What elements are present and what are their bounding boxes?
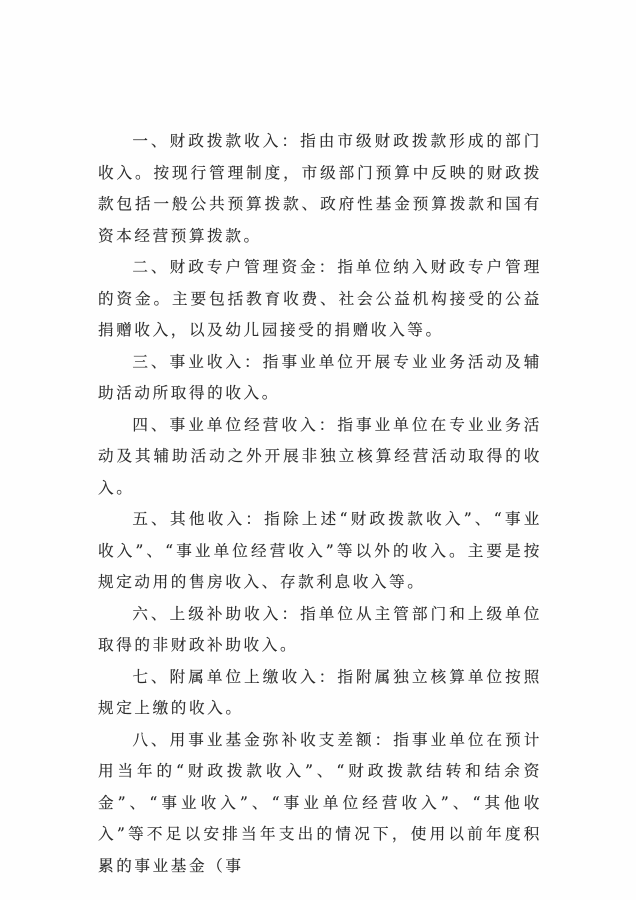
paragraph-business-fund-offset: 八、用事业基金弥补收支差额：指事业单位在预计用当年的“财政拨款收入”、“财政拨款结转和结余资金”、“事业收入”、“事业单位经营收入”、“其他收入”等不足以安排当年支出的情况下，使用以前年度积累的事业基金（事: [98, 730, 542, 875]
document-body: [98, 126, 542, 882]
paragraph-superior-subsidy-income: 六、上级补助收入：指单位从主管部门和上级单位取得的非财政补助收入。: [98, 604, 542, 654]
paragraph-other-income: 五、其他收入：指除上述“财政拨款收入”、“事业收入”、“事业单位经营收入”等以外的收入。主要是按规定动用的售房收入、存款利息收入等。: [98, 510, 542, 591]
paragraph-affiliated-unit-remittance: 七、附属单位上缴收入：指附属独立核算单位按照规定上缴的收入。: [98, 667, 542, 717]
paragraph-special-account-funds: 二、财政专户管理资金：指单位纳入财政专户管理的资金。主要包括教育收费、社会公益机构接受的公益捐赠收入，以及幼儿园接受的捐赠收入等。: [98, 258, 542, 339]
paragraph-fiscal-appropriation-income: 一、财政拨款收入：指由市级财政拨款形成的部门收入。按现行管理制度，市级部门预算中反映的财政拨款包括一般公共预算拨款、政府性基金预算拨款和国有资本经营预算拨款。: [98, 132, 542, 245]
paragraph-business-income: 三、事业收入：指事业单位开展专业业务活动及辅助活动所取得的收入。: [98, 352, 542, 402]
paragraph-operating-income: 四、事业单位经营收入：指事业单位在专业业务活动及其辅助活动之外开展非独立核算经营活动取得的收入。: [98, 415, 542, 497]
